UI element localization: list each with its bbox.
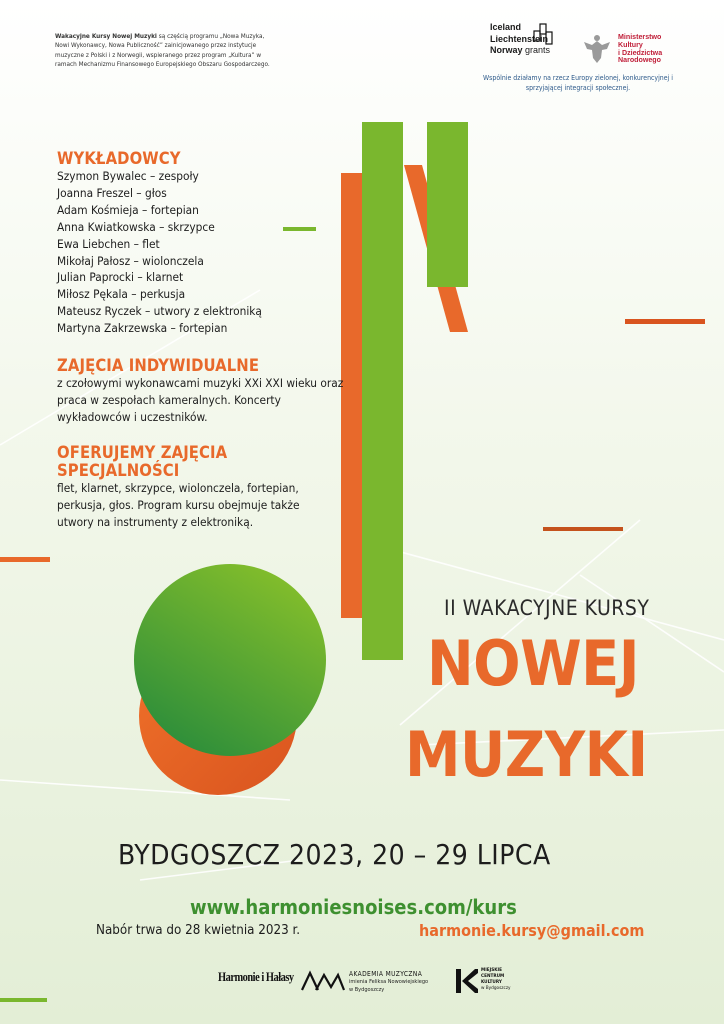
lecturers-section xyxy=(57,150,342,337)
deadline-text: Nabór trwa do 28 kwietnia 2023 r. xyxy=(96,923,300,938)
lecturers-list xyxy=(57,168,342,337)
title-line2: MUZYKI xyxy=(405,718,648,791)
individual-heading: ZAJĘCIA INDYWIDUALNE xyxy=(57,356,260,375)
academy-line2: imienia Feliksa Nowowiejskiego xyxy=(349,979,429,985)
ministry-line3: i Dziedzictwa xyxy=(618,48,663,57)
eea-grants-logo xyxy=(490,22,570,67)
grants-line1: Iceland xyxy=(490,22,522,32)
intro-text xyxy=(55,32,270,70)
title-subtitle: II WAKACYJNE KURSY xyxy=(444,596,650,620)
academy-line1: AKADEMIA MUZYCZNA xyxy=(349,970,423,978)
lecturer-item: Adam Kośmieja – fortepian xyxy=(57,202,199,217)
academy-line3: w Bydgoszczy xyxy=(349,987,385,993)
lecturer-item: Martyna Zakrzewska – fortepian xyxy=(57,321,228,336)
orange-dash-left xyxy=(0,557,50,562)
green-dash-bottom xyxy=(0,998,47,1002)
mck-logo-text xyxy=(481,968,511,992)
lecturer-item: Joanna Freszel – głos xyxy=(57,185,167,200)
orange-dash-right xyxy=(625,319,705,324)
special-text: flet, klarnet, skrzypce, wiolonczela, fortepian, perkusja, głos. Program kursu obejmuje także utwory na instrumenty z elektroniką. xyxy=(57,481,300,530)
eagle-icon xyxy=(582,32,612,66)
special-heading-line2: SPECJALNOŚCI xyxy=(57,461,180,480)
mck-line3: KULTURY xyxy=(481,979,502,985)
green-bar-short xyxy=(427,122,468,287)
mck-line1: MIEJSKIE xyxy=(481,968,502,973)
intro-rest: są częścią programu „Nowa Muzyka, Nowi Wykonawcy, Nowa Publiczność” zainicjowanego przez instytucje muzyczne z Polski i z Norwegii, wspieranego przez program „Kultura” w ramach Mechanizmu Finansowego Europejskiego Obszaru Gospodarczego. xyxy=(55,32,270,69)
lecturer-item: Mikołaj Pałosz – wiolonczela xyxy=(57,253,204,268)
individual-text: z czołowymi wykonawcami muzyki XXi XXI wieku oraz praca w zespołach kameralnych. Koncerty wykładowców i uczestników. xyxy=(57,376,344,425)
lecturers-heading: WYKŁADOWCY xyxy=(57,149,181,168)
lecturer-item: Miłosz Pękala – perkusja xyxy=(57,287,186,302)
intro-bold: Wakacyjne Kursy Nowej Muzyki xyxy=(55,32,157,40)
website-link[interactable]: www.harmoniesnoises.com/kurs xyxy=(190,895,517,919)
mck-logo-icon xyxy=(455,968,479,994)
event-date: BYDGOSZCZ 2023, 20 – 29 LIPCA xyxy=(118,838,551,871)
lecturer-item: Anna Kwiatkowska – skrzypce xyxy=(57,219,215,234)
together-slogan: Wspólnie działamy na rzecz Europy zielonej, konkurencyjnej i sprzyjającej integracji społecznej. xyxy=(483,74,673,92)
grants-line3-bold: Norway xyxy=(490,45,523,55)
grants-line3-rest: grants xyxy=(522,45,551,55)
academy-logo-icon xyxy=(300,970,346,992)
lecturer-item: Julian Paprocki – klarnet xyxy=(57,270,184,285)
lecturer-item: Ewa Liebchen – flet xyxy=(57,236,160,251)
ministry-line2: Kultury xyxy=(618,40,643,49)
lecturer-item: Szymon Bywalec – zespoły xyxy=(57,169,199,183)
special-section xyxy=(57,444,339,532)
grants-flags-icon xyxy=(532,21,554,47)
ministry-line4: Narodowego xyxy=(618,56,661,65)
title-line1: NOWEJ xyxy=(427,627,639,700)
mck-line4: w Bydgoszczy xyxy=(481,985,511,991)
academy-logo-text xyxy=(349,970,428,994)
harmonie-logo: Harmonie i Hałasy xyxy=(218,969,294,984)
special-heading-line1: OFERUJEMY ZAJĘCIA xyxy=(57,443,228,462)
ministry-line1: Ministerstwo xyxy=(618,33,662,41)
grants-line2: Liechtenstein xyxy=(490,33,549,44)
individual-section xyxy=(57,357,347,427)
mck-line2: CENTRUM xyxy=(481,973,505,979)
green-circle xyxy=(134,564,326,756)
lecturer-item: Mateusz Ryczek – utwory z elektroniką xyxy=(57,304,262,319)
orange-dash-mid xyxy=(543,527,623,531)
email-link[interactable]: harmonie.kursy@gmail.com xyxy=(419,921,645,940)
green-bar-tall xyxy=(362,122,403,660)
